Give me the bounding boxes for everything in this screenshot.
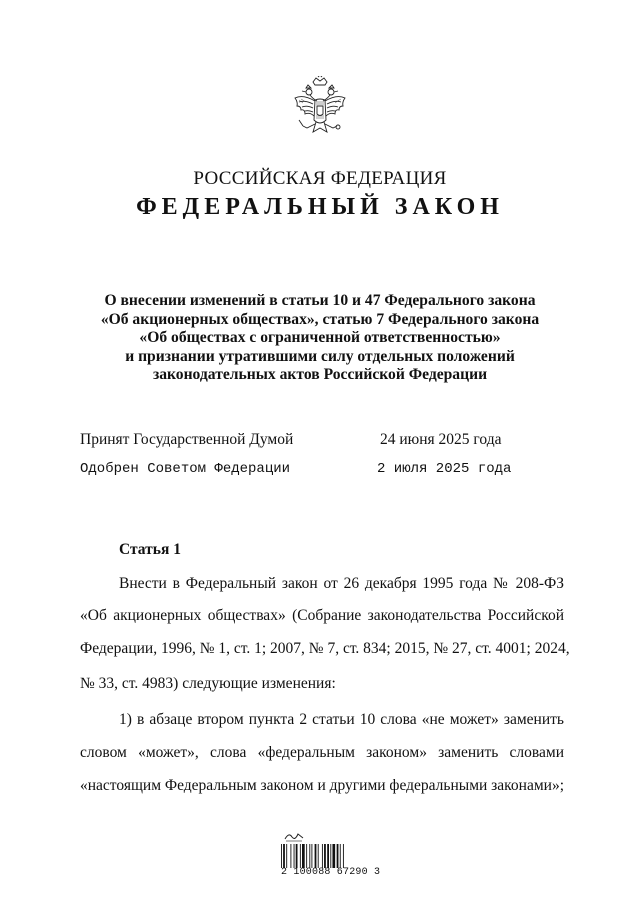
document-type: ФЕДЕРАЛЬНЫЙ ЗАКОН: [136, 194, 504, 220]
signature-mark-icon: [283, 830, 305, 842]
paragraph-line: Внести в Федеральный закон от 26 декабря 1995 года № 208-ФЗ: [119, 575, 564, 592]
country-name: РОССИЙСКАЯ ФЕДЕРАЦИЯ: [193, 168, 447, 189]
russian-coat-of-arms-icon: [289, 76, 351, 150]
approval-date: 2 июля 2025 года: [377, 461, 512, 477]
paragraph-line: № 33, ст. 4983) следующие изменения:: [80, 675, 336, 692]
title-line: «Об акционерных обществах», статью 7 Федерального закона: [100, 310, 540, 328]
approval-label: Одобрен Советом Федерации: [80, 461, 291, 477]
article-heading: Статья 1: [119, 541, 181, 558]
paragraph-line: словом «может», слова «федеральным законом» заменить словами: [80, 744, 564, 761]
paragraph-line: Федерации, 1996, № 1, ст. 1; 2007, № 7, ст. 834; 2015, № 27, ст. 4001; 2024,: [80, 640, 570, 657]
title-line: «Об обществах с ограниченной ответственностью»: [139, 329, 501, 347]
barcode-icon: [280, 844, 370, 868]
approval-date: 24 июня 2025 года: [380, 431, 502, 448]
title-line: законодательных актов Российской Федерации: [152, 366, 488, 384]
title-line: и признании утратившими силу отдельных положений: [125, 347, 515, 365]
title-line: О внесении изменений в статьи 10 и 47 Федерального закона: [104, 292, 536, 309]
paragraph-line: 1) в абзаце втором пункта 2 статьи 10 слова «не может» заменить: [119, 711, 564, 728]
approval-label: Принят Государственной Думой: [80, 431, 294, 448]
paragraph-line: «Об акционерных обществах» (Собрание законодательства Российской: [80, 607, 564, 624]
paragraph-line: «настоящим Федеральным законом и другими федеральными законами»;: [80, 777, 565, 794]
law-title: [90, 292, 550, 385]
barcode-number: 2 100088 67290 3: [281, 867, 381, 878]
